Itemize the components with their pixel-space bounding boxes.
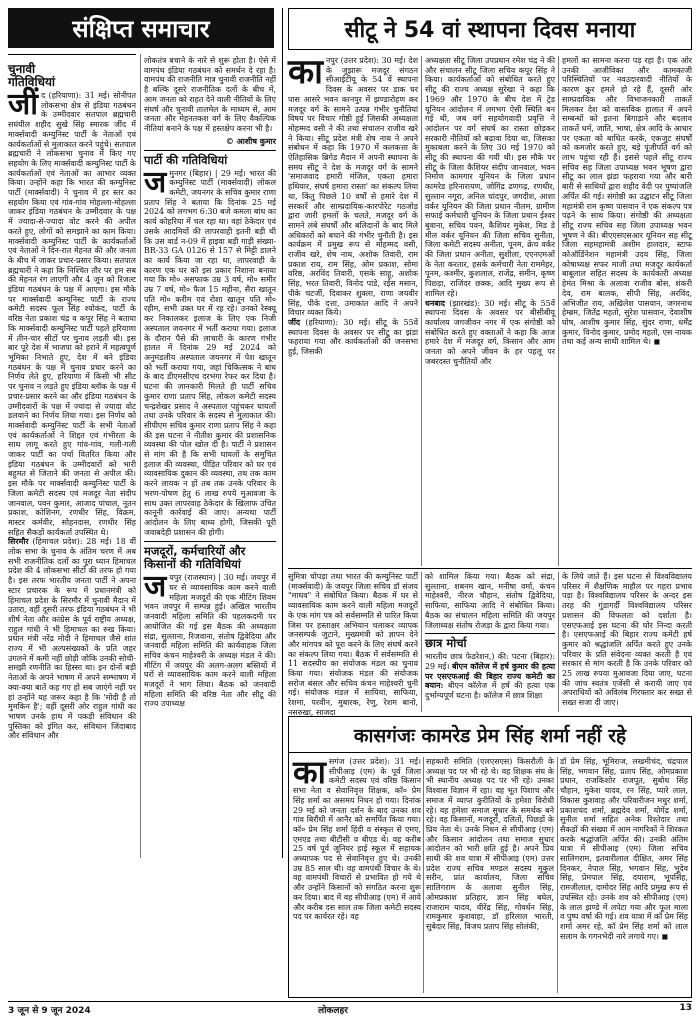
story-heading: चुनावी गतिविधियां bbox=[8, 62, 56, 89]
drop-cap: का bbox=[288, 52, 323, 92]
story-body-2: (हिमाचल प्रदेश): 28 मई। 18 वीं लोक सभा के चुनाव के अंतिम चरण में अब सभी राजनीतिक दलों का पूरा ध्यान हिमाचल प्रदेश की 4 लोकसभा सीटों की तरफ हो गया है। इस तरफ भारतीय जनता पार्टी ने अपना स्टार प्रचारक के रूप में प्रधानमंत्री को हिमाचल प्रदेश के सिरमौर में चुनावी मैदान में उतारा, वहीं दूसरी तरफ इंडिया गठबंधन ने भी शीर्ष नेता और कांग्रेस के पूर्व राष्ट्रीय अध्यक्ष, राहुल गांधी ने भी हिमाचल का रुख किया। प्रधान मंत्री नरेंद्र मोदी ने हिमाचल जैसे शांत राज्य में भी अल्पसंख्यकों के प्रति जहर उगलने में कमी नहीं छोड़ी जोकि उनकी सोची-समझी रणनीति का हिस्सा था। इन दोनों बड़ी नेताओं के अपने भाषण में अपने सम्भाषण में क्या-क्या बातें कह गए हो सब जाएंगे नहीं पर हां उन्होंने यह जरूर कहा है कि 'मोदी है तो मुमकिन है'; वहीं दूसरी ओर राहुल गांधी का भाषण उनके हाथ में पकड़ी संविधान की पुस्तिका को इंगित कर, संविधान जिंदाबाद और संविधान और bbox=[8, 537, 136, 741]
story-body: को शामिल किया गया। बैठक को संद्रा, सुल्ताना, शबनम खान, मनीषा वर्मा, कंचन माहेश्वरी, नीरज चौहान, संतोष द्विवेदिया, साफिया, साफिया आदि ने संबोधित किया। बैठक का संचालन महिला समिति की जयपुर जिलाध्यक्ष संतोष रोजड़ा के द्वारा किया गया। bbox=[425, 572, 555, 630]
drop-cap: जीं bbox=[8, 87, 39, 122]
student-front-heading: छात्र मोर्चा bbox=[425, 636, 467, 651]
top-story-headline: सीटू ने 54 वां स्थापना दिवस मनाया bbox=[344, 18, 636, 43]
story-body: अध्यक्षता सीटू जिला उपप्रधान रमेश चंद्र ने की और संचालन सीटू जिला सचिव कपूर सिंह ने किया। कार्यकर्ताओं को संबोधित करते हुए सीटू की राज्य अध्यक्ष सुरेखा ने कहा कि 1969 और 1970 के बीच देश में ट्रेड यूनियन आंदोलन में लगभग ऐसी स्थिति बन गई थी, जब वर्ग सहयोगवादी प्रवृत्ति ने आंदोलन पर वर्ग संघर्ष का रास्ता छोड़कर सरकारी नीतियों को बढ़ावा दिया था, जिसका मुकाबला करने के लिए 30 मई 1970 को सीटू की स्थापना की गयी थी। इस मौके पर सीटू के जिला कैशियर संदीप जानवाल, भवन निर्माण कामगार यूनियन के जिला प्रधान कामरेड हरिनारायण, जोगिंद्र ढणगढ़, रणधीर, सुल्तान नगूरा, अनिल चांदपुर, जगदीश, आशा वर्कर यूनियन की जिला प्रधान नीलम, ग्रामीण सफाई कर्मचारी यूनियन के जिला प्रधान ईश्वर बुवाना, सचिव पवन, कैशियर मुकेश, मिड डे मील वर्कर यूनियन की जिला सचिव सुनीता, जिला कमेटी सदस्य अनीता, पूनम, क्रेच वर्कर की जिला प्रधान अनीता, सुशीला, एएनएमओं के नेता करतार, हसके कर्मचारी नेता राममेहर, पूनम, कश्मीर, कुशलाल, राजेंद्र, समीन, कृष्ण पिछ्ड़ा, राजिंदर छक्क, आदि मुख्य रूप से शामिल रहे। bbox=[425, 56, 555, 298]
left-col-story-1 bbox=[8, 60, 136, 860]
section-title-box bbox=[8, 8, 274, 48]
bottom-col2 bbox=[426, 757, 554, 995]
story-bold: बीएन कॉलेज में हर्ष कुमार की हत्या पर एसएफआई की बिहार राज्य कमेटी का बयान: bbox=[425, 661, 555, 691]
story-body: (झारखंड): 30 मई। सीटू के 55वें स्थापना दिवस के अवसर पर बीसीबीयू कार्यालय जगजीवन नगर में एक संगोष्ठी को संबोधित करते हुए वक्ताओं ने कहा कि आज हमारे देश में मजदूर वर्ग, किसान और आम जनता को अपने जीवन के हर पहलू पर जबरदस्त चुनौतियों और bbox=[425, 298, 555, 366]
top-story-col3 bbox=[562, 56, 692, 566]
story-body: डॉ प्रेम सिंह, भूमिराज, लखमीचंद, चंद्रपाल सिंह, भगवान सिंह, प्रताप सिंह, ओमप्रकाश प्रधान, राजकिशोर राजपूत, सुबोध सिंह चौहान, मुकेश यादव, रन सिंह, प्यारे लाल, विकास कुशवाह और परिवारीजन मधुर शर्मा, प्रकाशचंद शर्मा, ब्रह्मदेव शर्मा, योगेंद्र शर्मा, सुनील शर्मा सहित अनेक रिश्तेदार तथा सैकड़ों की संख्या में आम नागरिकों ने शिरकत करके श्रद्धांजलि अर्पित की। उनकी अंतिम यात्रा में सीपीआइ (एम) जिला सचिव सालिगराम, इतवारीलाल दीक्षित, अमर सिंह दिनकर, नेपाल सिंह, भगवान सिंह, भूदेव सिंह, प्रेमपाल सिंह, दयाराम, भूपसिंह, रामजीलाल, दामोदर सिंह आदि प्रमुख रूप से उपस्थित रहे। उनके शव को सीपीआइ (एम) के लाल झण्डे में लपेटा गया और फूल माला व पुष्प वर्षा की गई। शव यात्रा में कॉ प्रेम सिंह शर्मा अमर रहे, कॉ प्रेम सिंह शर्मा को लाल सलाम के गगनभेदी नारे लगाये गए। bbox=[560, 757, 688, 941]
story-body: यपुर (राजस्थान) | 30 मई। जयपुर में घर से व्यावसायिक काम करने वाली महिला मजदूरों की एक मीटिंग शिवम भवन जयपुर में सम्पन्न हुई। अखिल भारतीय जनवादी महिला समिति की पहलकदमी पर आयोजित की गई इस बैठक की अध्यक्षता संद्रा, सुल्ताना, रिजवाना, संतोष द्विवेदिया और जनवादी महिला समिति की कार्यवाहक जिला सचिव कंचन माहेश्वरी के अध्यक्ष मंडल ने की। मीटिंग में जयपुर की अलग-अलग बस्तियों में घरों से व्यावसायिक काम करने वाली महिला मजदूरों ने भाग लिया। बैठक को जनवादी महिला समिति की वरिष्ठ नेता और सीटू की राज्य उपाध्यक्ष bbox=[144, 573, 276, 709]
drop-cap: का bbox=[293, 753, 326, 791]
col2 bbox=[144, 56, 276, 858]
bottom-story-headline: कासगंजः कामरेड प्रेम सिंह शर्मा नहीं रहे bbox=[353, 724, 627, 747]
middle-col2 bbox=[425, 572, 555, 712]
drop-cap: ज bbox=[144, 164, 167, 200]
dateline: सिरमौर bbox=[8, 537, 29, 547]
end-square-icon: ◼ bbox=[653, 337, 661, 347]
story-body: मुनगर (बिहार) | 29 मई। भारत की कम्युनिस्ट पार्टी (मार्क्सवादी) लोकल कमेटी, जयनगर के सचिव कुमार राणा प्रताप सिंह ने बताया कि दिनांक 25 मई 2024 को लगभग 6:30 बजे कमला बांध का कार्य कोहरिया में चल रहा था। वहां ठेकेदार एवं उसके आदमियों की लापरवाही इतनी बड़ी थी कि उस वार्ड न-09 में हाइवा बड़ी गाड़ी संख्या-BR-33 GA 0126 से 157 से मिट्टी डालने का कार्य किया जा रहा था, लापरवाही के कारण एक घर को इस प्रकार निशाना बनाया गया कि मो० असफाक उम्र 3 वर्ष, मो० समीर उम्र 7 वर्ष, मो० फैज 15 महीना, सैरा खातून पति मो० करीम एवं रोशा खातून पति मो० रहीम, सभी उक्त घर में रह रहे। उनको रेस्क्यू कर निकालकर इलाज के लिए एक निजी अस्पताल जयनगर में भर्ती कराया गया। इलाज के दौरान पैसे की लाचारी के कारण गंभीर हालत में दिनांक 29 मई 2024 को अनुमंडलीय अस्पताल जयनगर में पेश खातून को भर्ती कराया गया, जहां चिकित्सक ने बांध के बाद डीएमसीएच दरभंगा रेफर कर दिया है। घटना की जानकारी मिलते ही पार्टी सचिव कुमार राणा प्रताप सिंह, लोकल कमेटी सदस्य चन्द्रशेखर प्रसाद ने अस्पताल पहुंचकर घायलों तथा उनके परिवार के सदस्य से मुलाकात की। सीपीएम सचिव कुमार राणा प्रताप सिंह ने कहा की इस घटना ने नीतीश कुमार की प्रशासनिक व्यवस्था की पोल खोल दी है। पार्टी ने प्रशासन से मांग की है कि सभी घायलों के समुचित इलाज की व्यवस्था, पीड़ित परिवार को घर एवं व्यावसायिक दुकान की व्यवस्था, तथ तक काम करने लायक न हों तब तक उनके परिवार के भरण-पोषण हेतु 6 लाख रुपये मुआवजा के साथ उक्त लापरवाह ठेकेदार के खिलाफ उचित कानूनी कार्रवाई की जाए। अन्यथा पार्टी आंदोलन के लिए बाध्य होगी, जिसकी पूरी जवाबदेही प्रशासन की होगी। bbox=[144, 168, 276, 537]
story-body: भारतीय छात्र फेडरेशन,) की: पटना (बिहार): 29 मई। bbox=[425, 652, 555, 671]
continued-text: लोकतंत्र बचाने के नारे से शुरू होता है। ऐसे में वामपंथ इंडिया गठबंधन को समर्थन दे रहा है। वामपंथ की राजनीति मात्र चुनावी राजनीति नहीं है बल्कि दूसरे राजनीतिक दलों के बीच में, आम जनता को राहत देने वाली नीतियों के लिए संघर्ष और चुनावी तालमेल के माध्यम से, आम जनता और मेहनतकश वर्ग के लिए वैकल्पिक नीतियां बनाने के पक्ष में हस्तक्षेप करना भी है। bbox=[144, 56, 276, 133]
story-body: द (हरियाणा): 31 मई। सोनीपत लोकसभा क्षेत्र से इंडिया गठबंधन के उम्मीदवार सतपाल ब्रह्मचारी सघंयील शहीद सुखे सिंह स्मारक जींद में मार्क्सवादी कम्युनिस्ट पार्टी के नेताओं एवं कार्यकर्ताओं से मुलाकात करने पहुंचे। सतपाल ब्रह्मचारी ने लोकसभा चुनाव में किए गए सहयोग के लिए मार्क्सवादी कम्युनिस्ट पार्टी के कार्यकर्ताओं एवं नेताओं का आभार व्यक्त किया। उन्होंने कहा कि भारत की कम्युनिस्ट पार्टी (मार्क्सवादी) ने चुनाव में हर स्तर का सहयोग किया एवं गांव-गांव मोहल्ला-मोहल्ला जाकर इंडिया गठबंधन के उम्मीदवार के पक्ष में ज्यादा-से-ज्यादा वोट करने की अपील करते हुए, लोगों को समझाने का काम किया। मार्क्सवादी कम्युनिस्ट पार्टी के कार्यकर्ताओं एवं नेताओं ने दिन-रात मेहनत की और जनता के बीच में जाकर प्रचार-प्रसार किया। सतपाल ब्रह्मचारी ने कहा कि निश्चित तौर पर हम सब की मेहनत रंग लाएगी और 4 जून को रिजल्ट इंडिया गठबंधन के पक्ष में आएगा। इस मौके पर मार्क्सवादी कम्युनिस्ट पार्टी के राज्य कमेटी सदस्य फूल सिंह श्योकंद, पार्टी के वरिष्ठ नेता प्रकाश चंद्र व कपूर सिंह ने बताया कि मार्क्सवादी कम्युनिस्ट पार्टी पहले हरियाणा में तीन-चार सीटों पर चुनाव लड़ती थी। इस बार पूरे देश में भाजपा को हराने में महत्वपूर्ण भूमिका निभाते हुए, देश में बने इंडिया गठबंधन के पक्ष में चुनाव प्रचार करने का निर्णय लेते हुए, हरियाणा में किसी भी सीट पर चुनाव न लड़ते हुए इंडिया ब्लॉक के पक्ष में प्रचार-प्रसार करने का और इंडिया गठबंधन के उम्मीदवारों के पक्ष में ज्यादा से ज्यादा वोट डलवाने का निर्णय लिया गया। इस निर्णय को मार्क्सवादी कम्युनिस्ट पार्टी के सभी नेताओं एवं कार्यकर्ताओं ने शिद्दत एवं गंभीरता के साथ लागू करते हुए गांव-गांव, गली-गली जाकर पार्टी का पर्चा वितरित किया और इंडिया गठबंधन के उम्मीदवारों को भारी बहुमत से जिताने की जनता से अपील की। इस मौके पर मार्क्सवादी कम्युनिस्ट पार्टी के जिला कमेटी सदस्य एवं मजदूर नेता संदीप जानवाल, पवन कुमार, आजाद पांचाल, नूतन प्रकाश, कोशिनग, रणधीर सिंह, विक्रम, मास्टर कर्मवीर, सोहनदास, रणधीर सिंह सहित सैकड़ों कार्यकर्ता उपस्थित थे। bbox=[8, 91, 136, 537]
story-body: सगंज (उत्तर प्रदेश): 31 मई। सीपीआइ (एम) के पूर्व जिला कमेटी सदस्य एवं वरिष्ठ किसान सभा नेता व सेवानिवृत्त शिक्षक, कॉ० प्रेम सिंह शर्मा का असमय निधन हो गया। दिनांक 29 मई को जनता दर्शन के बाद उनका शव गांव बिरौंधी में आनैर को समर्पित किया गया। कॉ० प्रेम सिंह शर्मा हिंदी व संस्कृत से एमए, एमएड तथा बीटीसी व बीएड थे। वह करीब 25 वर्ष पूर्व जूनियर हाई स्कूल में सहायक अध्यापक पद से सेवानिवृत्त हुए थे। उनकी उम्र 85 साल थी। वह वामपंथी विचार के थे। वह वामपंथी विचारों से प्रभावित हो गये थे और उन्होंने किसानों को संगठित करना शुरू कर दिया। बाद में वह सीपीआइ (एम) में आये और करीब दस साल तक जिला कमेटी सदस्य पद पर कार्यरत रहे। वह bbox=[293, 757, 421, 922]
dateline: जींद bbox=[288, 317, 301, 327]
drop-cap: ज bbox=[144, 569, 167, 605]
story-body: हमलों का सामना करना पड़ रहा है। एक ओर उनकी आजीविका और कामकाजी परिस्थितियों पर नवउदारवादी नीतियों के कारण क्रूर हमले हो रहे हैं, दूसरी ओर साम्प्रदायिक और विभाजनकारी ताकतें मिलकर देश को वास्तविक हालात में अपने सम्बन्धों को इतना बिगाड़ाने और बदलाव ताकतें धर्म, जाति, भाषा, क्षेत्र आदि के आधार पर एकता को बाधित करके, एकजुट संघर्षों को कमजोर करते हुए, बड़े पूंजीपति वर्ग को लाभ पहुंचा रही हैं। इससे पहले सीटू राज्य सचिव सह जिला उपाध्यक्ष भवन भूषण द्वारा सीटू का लाल झंडा फहराया गया और बारी बारी से साथियों द्वारा शहीद वेदी पर पुष्पांजलि अर्पित की गई। संगोष्ठी का उद्घाटन सीटू जिला महामंत्री राम कृष्ण पासवान ने एक संकल्प पत्र पढ़ने के साथ किया। संगोष्ठी की अध्यक्षता सीटू राज्य सचिव सह जिला उपाध्यक्ष भवन भूषण ने की। बीएएसएसआर यूनियन सह सीटू जिला सहमहामंत्री अशीम हालदार, स्टाफ कोऑर्डिनेशन महामंत्री उदय सिंह, जिला कोषाध्यक्ष सफर माजी तथा मजदूर कार्यकर्ता बाबूलाल सहित सदस्य के कार्यकारी अध्यक्ष हेमंत मिश्रा के अलावा राजीव बोस, शंकरी देव, राम बालक, सीपी सिंह, अरविंद, अभिजीत राय, अखिलेश पासवान, जगरनाथ हेम्ब्रम, जितेंद्र महतो, सुरेश पासवान, देवाशीष घोष, आशीष कुमार सिंह, सुंदर राणा, धर्मेंद्र कुमार, विनोद कुमार, प्रमोद महतो, एस नायक तथा कई अन्य साथी शामिल थे। bbox=[562, 56, 692, 347]
bottom-story-box bbox=[288, 716, 692, 998]
story-body: सुमित्रा चोपड़ा तथा भारत की कम्युनिस्ट पार्टी (मार्क्सवादी) के जयपुर जिला सचिव डॉ संजय "माधव" ने संबोधित किया। बैठक में घर से व्यावसायिक काम करने वाली महिला मजदूरों के एक मांग पत्र को सर्वसम्मति से पारित किया जिस पर हस्ताक्षर अभियान चलाकर व्यापक जनसम्पर्क जुटाने, मुख्यमंत्री को ज्ञापन देने और मांगपत्र को पूरा करने के लिए संघर्ष करने का संकल्प लिया गया। बैठक में सर्वसम्मति से 11 सदस्यीय का संयोजक मंडल का चुनाव किया गया। संयोजक मंडल की संयोजक सरोज बंसल और सचिव कंचन माहेश्वरी चुनी गई। संयोजक मंडल में सायिया, साफिया, रेशमा, परवीन, मुबारक, रेणु, रेशम बानो, नसरुखा, साजदा bbox=[288, 572, 418, 717]
story-body: के लिये जाते हैं। इस घटना से विश्वविद्यालय परिसर में शैक्षणिक माहौल पर गहरा प्रभाव पड़ा है। विश्वविद्यालय परिसर के अन्दर इस तरह की गुंडागर्दी विश्वविद्यालय परिसर प्रशासन की विफलता को दर्शाता है। एसएफआई इस घटना की घोर निन्दा करती है। एसएफआई की बिहार राज्य कमेटी हर्ष कुमार को श्रद्धांजलि अर्पित करते हुए उनके परिवार के प्रति संवेदना व्यक्त करती है एवं सरकार से मांग करती है कि उनके परिवार को 25 लाख रुपया मुआवजा दिया जाए, घटना की जांच स्वतंत्र एजेंसी से करायी जाए एवं अपराधियों को अविलंब गिरफ्तार कर सख्त से सख्त सजा दी जाए। bbox=[562, 572, 692, 708]
story-body: (हरियाणा): 30 मई। सीटू के 55वें स्थापना दिवस के अवसर पर सीटू का झंडा फहराया गया और कार्यकर्ताओं की जनसभा हुई, जिसकी bbox=[288, 317, 418, 357]
footer-date: 3 जून से 9 जून 2024 bbox=[8, 1006, 91, 1016]
top-story-col1 bbox=[288, 52, 418, 566]
middle-col1 bbox=[288, 572, 418, 717]
bottom-story-headline-box bbox=[289, 717, 691, 753]
bottom-col1 bbox=[293, 753, 421, 995]
workers-activities-heading: मजदूरों, कर्मचारियों और किसानों की गतिविधियां bbox=[144, 544, 246, 572]
top-story-headline-box bbox=[288, 8, 692, 50]
party-activities-heading: पार्टी की गतिविधियां bbox=[144, 152, 228, 167]
end-square-icon: ◼ bbox=[661, 931, 669, 941]
middle-col3 bbox=[562, 572, 692, 712]
section-title: संक्षिप्त समाचार bbox=[72, 14, 210, 43]
story-body: सहकारी समिति (एलएसएस) किसरौली के अध्यक्ष पद पर भी रहे थे। वह शिक्षक संघ के भी स्थानीय अध्यक्ष पद पर भी रहे। उनका विश्वास विज्ञान में रहा। वह भूत पिशाच और समाज में व्याप्त कुरीतियों के हमेशा विरोधी रहे। वह हमेशा समाज सुधार के समर्थक बने रहे। वह किसानों, मजदूरों, दलितों, पिछड़ों के प्रिय नेता थे। उनके निधन से सीपीआइ (एम) और किसान आंदोलन तथा समाज सुधार आंदोलन को भारी क्षति हुई है। अपने प्रिय साथी की शव यात्रा में सीपीआइ (एम) उत्तर प्रदेश राज्य सचिव मण्डल सदस्य मुकुल सरीन, प्रांत कार्यालय, जिला सचिव सालिगराम के अलावा सुनील सिंह, ओमप्रकाश प्रतिहार, ज्ञान सिंह बघेल, राजाराम यादव, वीरेंद्र सिंह, गोवर्धन सिंह, रामकुमार कुशवाहा, डॉ हरिलाल भारती, सुबेदार सिंह, विजय प्रताप सिंह सोलंकी, bbox=[426, 757, 554, 931]
footer-paper-name: लोकलहर bbox=[318, 1006, 348, 1016]
story-body: नपुर (उत्तर प्रदेश): 30 मई। देश के जुझारू मजदूर संगठन सीआईटीयू के 54 वें स्थापना दिवस के अवसर पर डाक घर पास आसरे भवन कानपुर में झण्डारोहण कर मजदूर वर्ग के सामने उत्पन्न गंभीर चुनौतियां विषय पर विचार गोष्ठी हुई जिसकी अध्यक्षता मोहम्मद वसी ने की तथा संचालन राजीव खरे ने किया। सीटू प्रदेश मंत्री शेष नाथ ने अपने संबोधन में कहा कि 1970 में कलकत्ता के ऐतिहासिक ब्रिगेड मैदान में अपनी स्थापना के समय सीटू ने देश के मजदूर वर्ग के सामने 'समाजवाद हमारी मंजिल, एकता हमारा हथियार, संघर्ष हमारा रास्ता' का संकल्प लिया था, किंतु पिछले 10 वर्षों से हमारे देश में सरकारें और साम्प्रदायिक-कारपोरेट गठजोड़ द्वारा जारी हमलों के चलते, मजदूर वर्ग के सामने लंबे संघर्षों और बलिदानों के बाद मिले अधिकारों को बचाने की गंभीर चुनौती है। इस कार्यक्रम में प्रमुख रूप से मोहम्मद वसी, राजीव खरे, शेष नाथ, अशोक तिवारी, राम प्रकाश राय, राम सिंह, ओम प्रकाश, सोमा वरिष्ठ, अरविंद तिवारी, एसके साहू, अशोक सिंह, भरत तिवारी, विनोद पांडे, रईस मसान, पीके चटर्जी, दिवाकर शुक्ला, राणा जयवीर सिंह, पीके दत्ता, उमाकांत आदि ने अपने विचार व्यक्त किये। bbox=[288, 56, 418, 318]
footer bbox=[8, 1003, 692, 1015]
bottom-col3 bbox=[560, 757, 688, 995]
byline: © आशीष कुमार bbox=[225, 135, 276, 146]
dateline: धनबाद bbox=[425, 298, 445, 308]
story-body: बीएन कॉलेज में हर्ष की हत्या एक दुर्भाग्यपूर्ण घटना है। कॉलेज में छात्र शिक्षा bbox=[425, 681, 555, 701]
top-story-col2 bbox=[425, 56, 555, 566]
footer-page-number: 13 bbox=[679, 1003, 692, 1013]
